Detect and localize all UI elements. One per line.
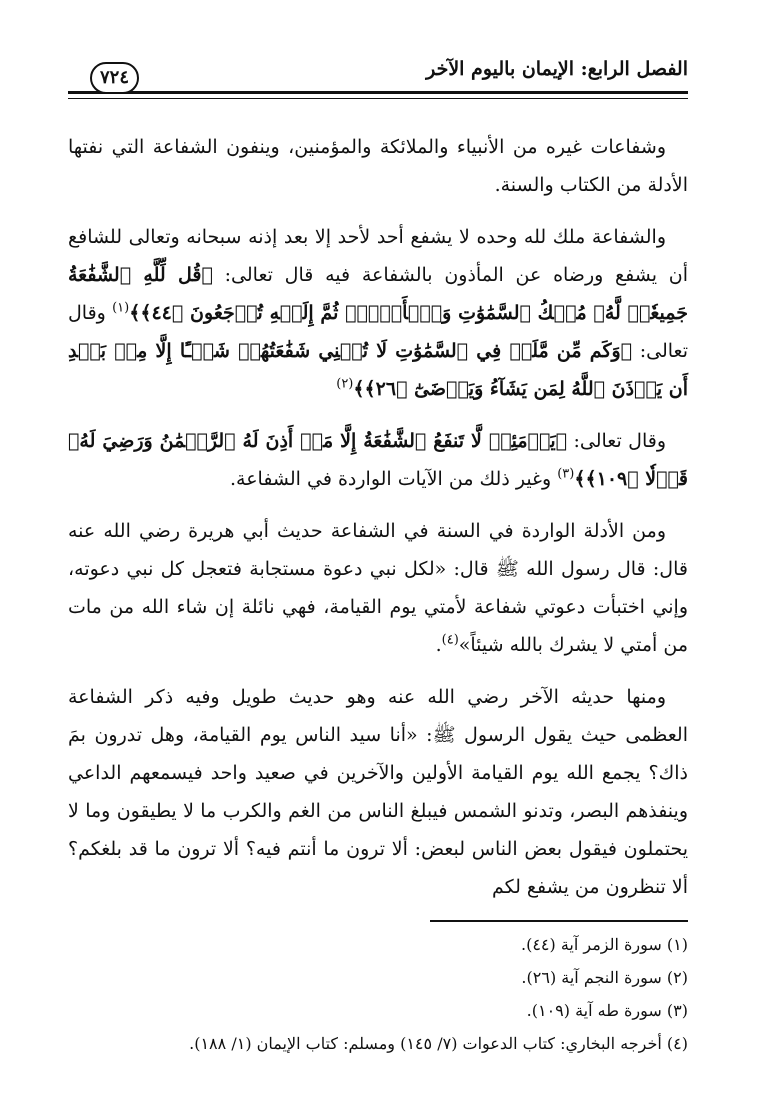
paragraph-3-tail: وغير ذلك من الآيات الواردة في الشفاعة. — [229, 468, 552, 490]
paragraph-4-tail: . — [435, 634, 442, 656]
footnote-1: (١) سورة الزمر آية (٤٤). — [521, 935, 688, 954]
chapter-title: الفصل الرابع: الإيمان باليوم الآخر — [426, 58, 688, 80]
paragraph-3-intro: وقال تعالى: — [573, 430, 666, 452]
page-body — [68, 128, 688, 920]
paragraph-3 — [68, 422, 688, 498]
footnote-ref-4: (٤) — [441, 632, 459, 648]
quran-verse-najm: ﴿وَكَم مِّن مَّلَكٖ فِي ٱلسَّمَٰوَٰتِ لَا تُغۡنِي شَفَٰعَتُهُمۡ شَيۡـًٔا إِلَّا مِنۢ بَعۡدِ أَن يَأۡذَنَ ٱللَّهُ لِمَن يَشَآءُ وَيَرۡضَىٰٓ ﴿٢٦﴾﴾ — [68, 340, 688, 400]
quran-verse-zumar: ﴿قُل لِّلَّهِ ٱلشَّفَٰعَةُ جَمِيعٗاۖ لَّهُۥ مُلۡكُ ٱلسَّمَٰوَٰتِ وَٱلۡأَرۡضِۖ ثُمَّ إِلَيۡهِ تُرۡجَعُونَ ﴿٤٤﴾﴾ — [68, 264, 688, 324]
paragraph-5: ومنها حديثه الآخر رضي الله عنه وهو حديث طويل وفيه ذكر الشفاعة العظمى حيث يقول الرسول ﷺ: «أنا سيد الناس يوم القيامة، وهل تدرون بمَ ذاك؟ يجمع الله يوم القيامة الأولين والآخرين في صعيد واحد فيسمعهم الداعي وينفذهم البصر، وتدنو الشمس فيبلغ الناس من الغم والكرب ما لا يطيقون وما لا يحتملون فيقول بعض الناس لبعض: ألا ترون ما أنتم فيه؟ ألا ترون ما قد بلغكم؟ ألا تنظرون من يشفع لكم — [68, 686, 688, 898]
paragraph-2-intro: والشفاعة ملك لله وحده لا يشفع أحد لأحد إلا بعد إذنه سبحانه وتعالى للشافع أن يشفع ورضاه عن المأذون بالشفاعة فيه قال تعالى: — [68, 226, 688, 286]
footnote-ref-2: (٢) — [336, 376, 354, 392]
page-number: ٧٢٤ — [90, 62, 139, 94]
quran-verse-taha: ﴿يَوۡمَئِذٖ لَّا تَنفَعُ ٱلشَّفَٰعَةُ إِلَّا مَنۡ أَذِنَ لَهُ ٱلرَّحۡمَٰنُ وَرَضِيَ لَهُۥ قَوۡلٗا ﴿١٠٩﴾﴾ — [68, 430, 688, 490]
page-header — [68, 52, 688, 96]
header-rule — [68, 91, 688, 94]
footnotes — [68, 928, 688, 1060]
footnote-ref-1: (١) — [112, 300, 130, 316]
header-rule-thin — [68, 98, 688, 99]
paragraph-2-mid: وقال تعالى: — [68, 302, 689, 362]
paragraph-1: وشفاعات غيره من الأنبياء والملائكة والمؤمنين، وينفون الشفاعة التي نفتها الأدلة من الكتاب والسنة. — [68, 136, 688, 196]
paragraph-4 — [68, 512, 688, 664]
footnote-ref-3: (٣) — [557, 466, 575, 482]
footnote-separator — [430, 920, 688, 922]
footnote-4: (٤) أخرجه البخاري: كتاب الدعوات (٧/ ١٤٥) ومسلم: كتاب الإيمان (١/ ١٨٨). — [189, 1034, 688, 1053]
footnote-2: (٢) سورة النجم آية (٢٦). — [521, 968, 688, 987]
hadith-abu-hurairah: ومن الأدلة الواردة في السنة في الشفاعة حديث أبي هريرة رضي الله عنه قال: قال رسول الله ﷺ قال: «لكل نبي دعوة مستجابة فتعجل كل نبي دعوته، وإني اختبأت دعوتي شفاعة لأمتي يوم القيامة، فهي نائلة إن شاء الله من مات من أمتي لا يشرك بالله شيئاً» — [68, 520, 688, 656]
paragraph-2 — [68, 218, 688, 408]
footnote-3: (٣) سورة طه آية (١٠٩). — [526, 1001, 688, 1020]
